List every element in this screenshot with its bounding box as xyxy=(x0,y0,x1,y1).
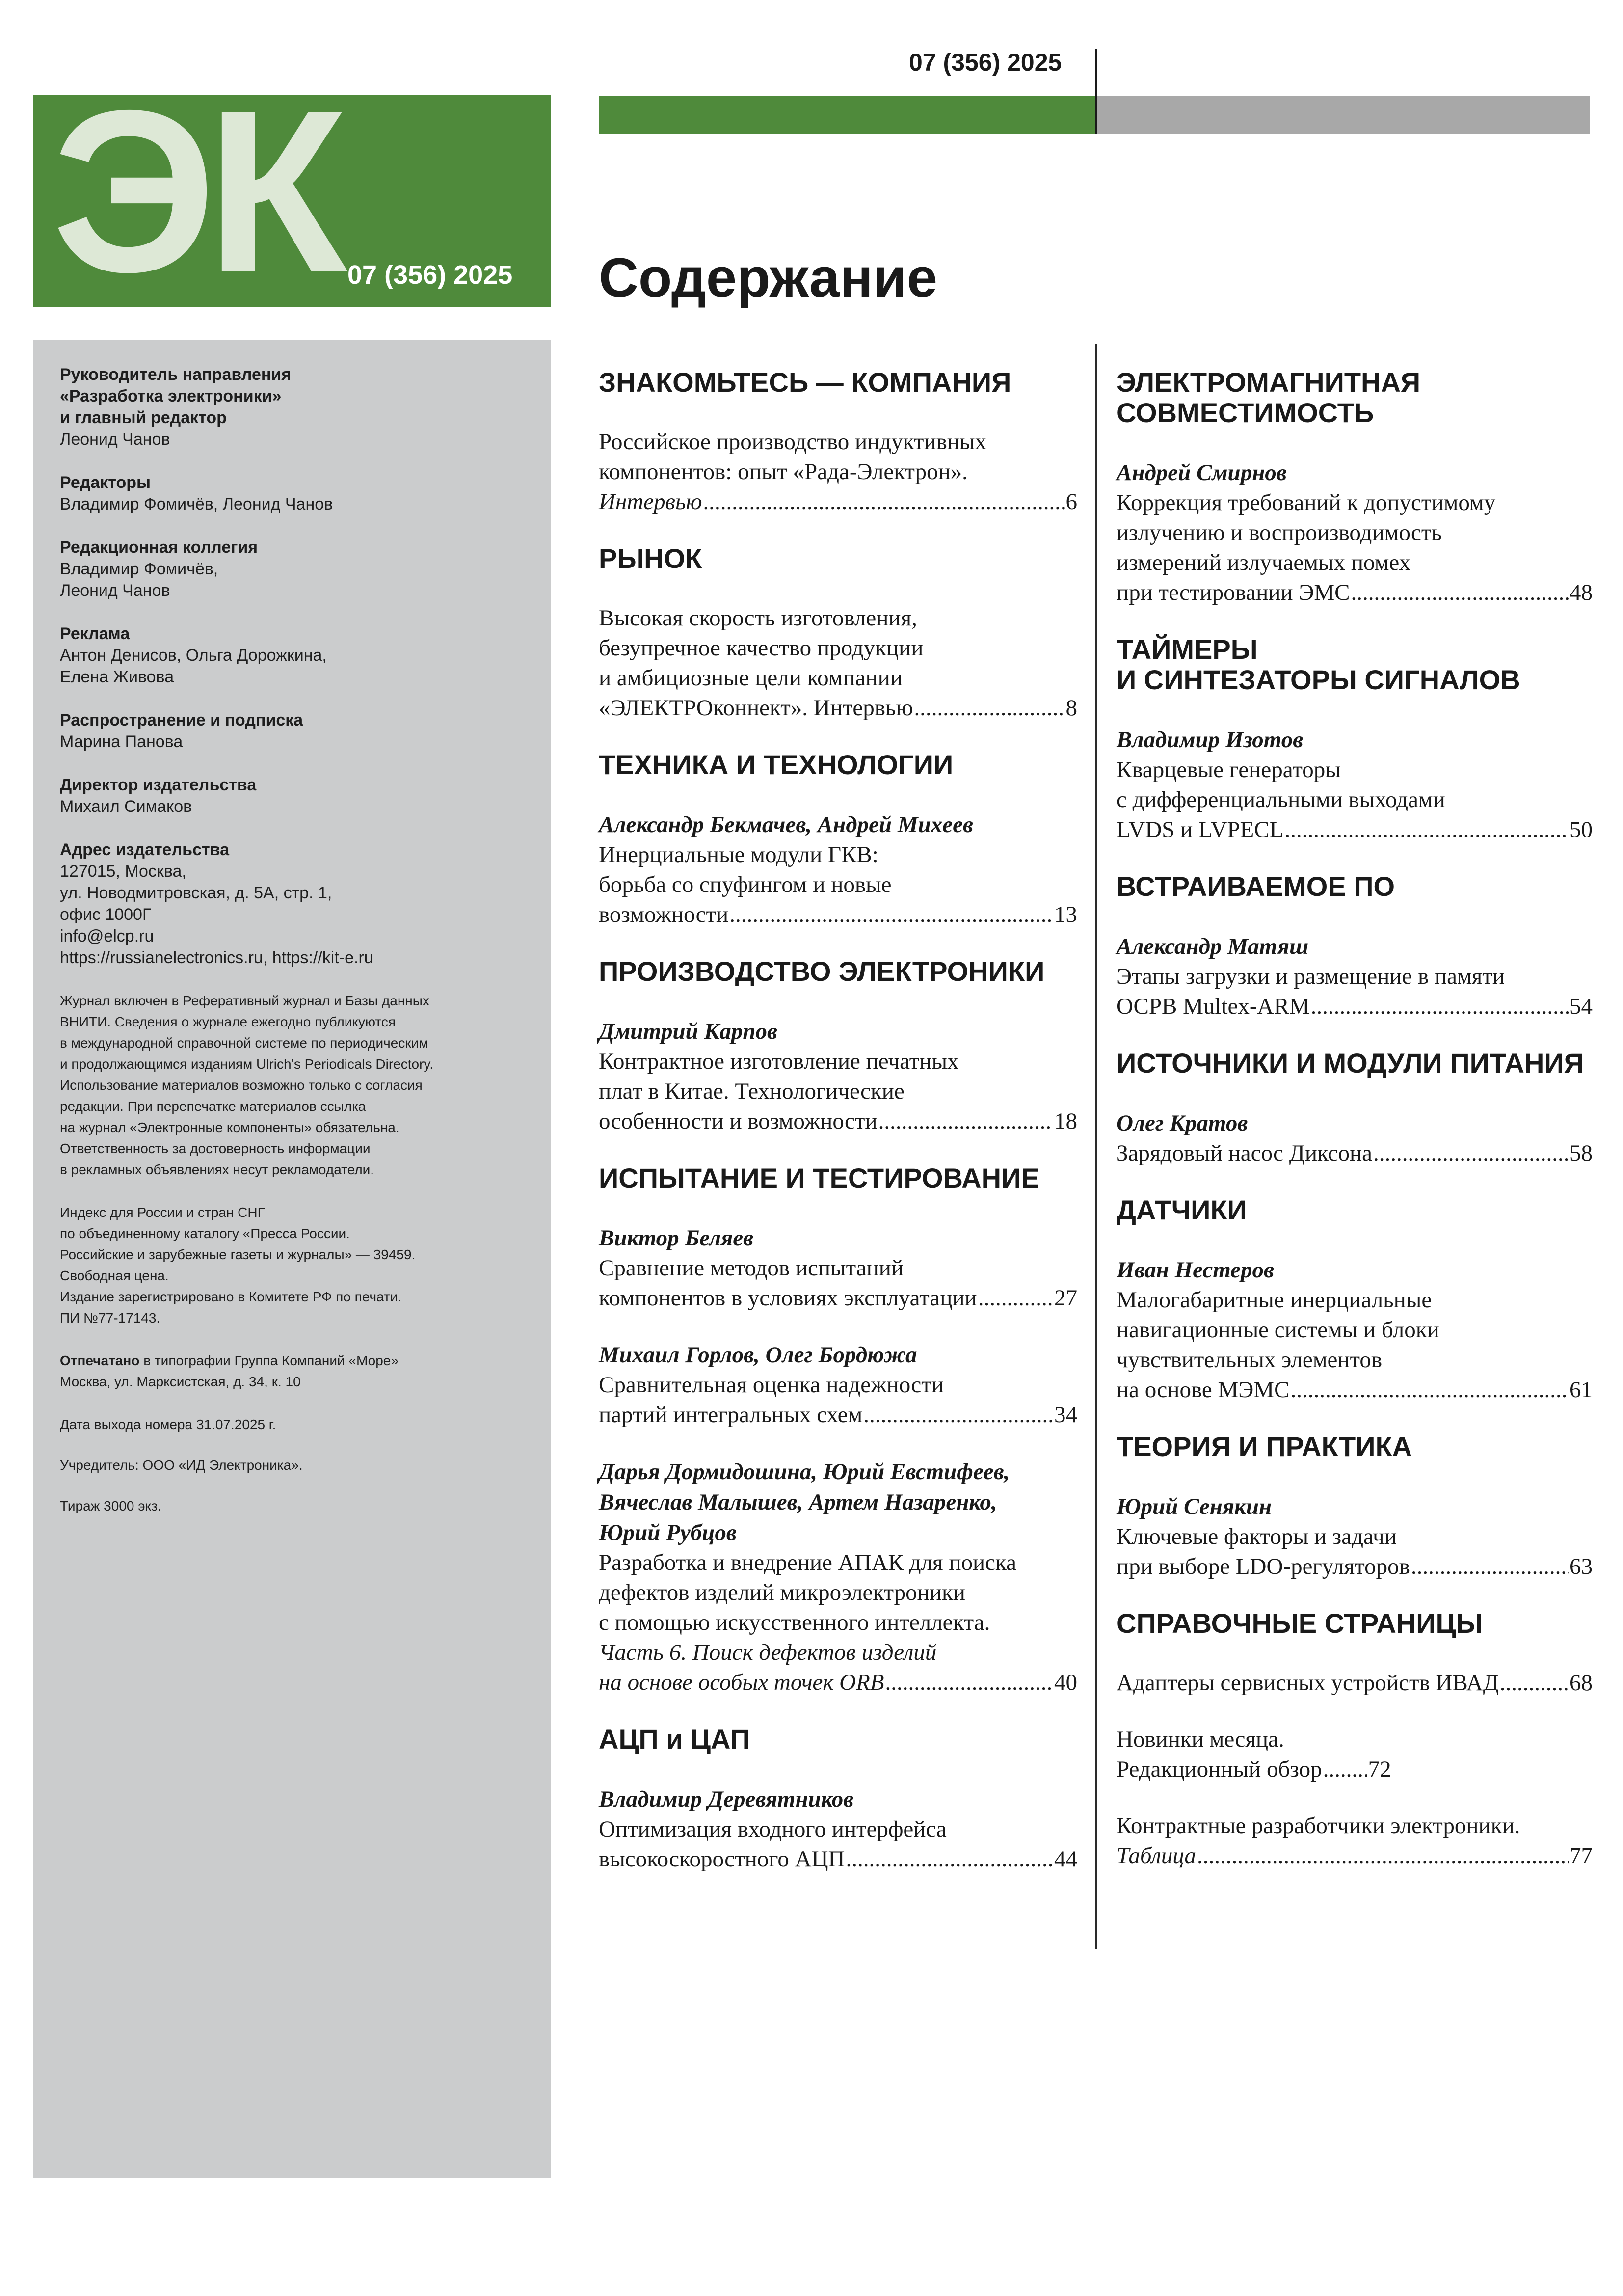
article-title-end: при выборе LDO-регуляторов xyxy=(1117,1554,1410,1579)
article-author: Юрий Сенякин xyxy=(1117,1494,1272,1519)
article-title-line: безупречное качество продукции xyxy=(599,635,924,661)
article-page-line xyxy=(1117,1552,1593,1582)
article-title-line: Сравнение методов испытаний xyxy=(599,1255,904,1281)
article-page-line xyxy=(599,900,1077,930)
dot-leader xyxy=(878,1107,1053,1136)
toc-entry[interactable] xyxy=(599,1457,1077,1698)
dot-leader xyxy=(978,1283,1053,1313)
article-title-end: партий интегральных схем xyxy=(599,1402,863,1428)
toc-section xyxy=(599,1724,1077,1874)
article-title-end: на основе особых точек ORB xyxy=(599,1670,884,1695)
release-date: Дата выхода номера 31.07.2025 г. xyxy=(60,1417,276,1432)
magazine-logo xyxy=(33,95,551,307)
section-title: СОВМЕСТИМОСТЬ xyxy=(1117,397,1374,428)
imprint-line: https://russianelectronics.ru, https://kit-e.ru xyxy=(60,948,373,967)
toc-entry[interactable] xyxy=(1117,725,1593,845)
article-title-line: Высокая скорость изготовления, xyxy=(599,605,917,631)
article-title-line: компонентов: опыт «Рада-Электрон». xyxy=(599,459,968,485)
section-title: РЫНОК xyxy=(599,543,702,574)
article-title-line: Сравнительная оценка надежности xyxy=(599,1372,944,1398)
article-title-line: Оптимизация входного интерфейса xyxy=(599,1816,947,1842)
section-gap xyxy=(599,574,1077,603)
section-gap xyxy=(1117,902,1593,931)
toc-section xyxy=(599,1163,1077,1698)
article-page-line xyxy=(599,1844,1077,1874)
article-author: Александр Бекмачев, Андрей Михеев xyxy=(599,812,973,837)
logo-mark: ЭК xyxy=(52,95,338,307)
article-page-line xyxy=(599,487,1077,517)
section-title: ВСТРАИВАЕМОЕ ПО xyxy=(1117,871,1395,902)
section-gap xyxy=(599,398,1077,427)
legal-notice-line: в международной справочной системе по периодическим xyxy=(60,1035,428,1051)
article-title-line: измерений излучаемых помех xyxy=(1117,550,1411,575)
toc-column-right xyxy=(1117,367,1593,1897)
article-title-end: на основе МЭМС xyxy=(1117,1377,1290,1403)
legal-notice-line: и продолжающимся изданиям Ulrich's Periodicals Directory. xyxy=(60,1056,434,1072)
imprint-block xyxy=(60,537,531,601)
article-page-line xyxy=(599,1283,1077,1313)
article-title-line: и амбициозные цели компании xyxy=(599,665,903,691)
article-author: Иван Нестеров xyxy=(1117,1257,1275,1283)
dot-leader xyxy=(1290,1375,1569,1405)
article-title-line: борьба со спуфингом и новые xyxy=(599,872,892,897)
toc-section xyxy=(599,543,1077,723)
imprint-block xyxy=(60,472,531,515)
imprint-line: Владимир Фомичёв, xyxy=(60,560,218,578)
article-author: Дмитрий Карпов xyxy=(599,1019,778,1044)
toc-entry[interactable] xyxy=(599,810,1077,930)
toc-section xyxy=(1117,367,1593,608)
imprint-line: Михаил Симаков xyxy=(60,797,192,816)
page-number: 18 xyxy=(1054,1108,1077,1134)
article-page-line xyxy=(1117,1755,1593,1784)
subscription-info xyxy=(60,1202,531,1328)
subscription-info-line: Индекс для России и стран СНГ xyxy=(60,1205,265,1220)
imprint-block xyxy=(60,839,531,969)
article-title-end: особенности и возможности xyxy=(599,1108,878,1134)
dot-leader xyxy=(1373,1138,1569,1168)
toc-entry[interactable] xyxy=(1117,1725,1593,1784)
section-gap xyxy=(1117,1225,1593,1255)
section-gap xyxy=(599,1193,1077,1223)
article-page-line xyxy=(1117,578,1593,608)
toc-entry[interactable] xyxy=(1117,1491,1593,1582)
dot-leader xyxy=(703,487,1065,517)
imprint xyxy=(60,364,531,1516)
article-page-line xyxy=(599,1107,1077,1136)
subscription-info-line: по объединенному каталогу «Пресса России. xyxy=(60,1226,350,1241)
printed-house: в типографии Группа Компаний «Море» xyxy=(139,1353,399,1368)
article-page-line xyxy=(599,693,1077,723)
article-title-line: Разработка и внедрение АПАК для поиска xyxy=(599,1550,1016,1575)
legal-notice-line: редакции. При перепечатке материалов ссылка xyxy=(60,1099,366,1114)
imprint-block xyxy=(60,709,531,753)
article-page-line xyxy=(599,1668,1077,1698)
header-gray-bar xyxy=(1096,96,1590,134)
dot-leader xyxy=(1323,1755,1367,1784)
toc-entry[interactable] xyxy=(1117,1108,1593,1168)
section-title: ДАТЧИКИ xyxy=(1117,1194,1247,1225)
toc-section xyxy=(599,956,1077,1136)
article-title-end: возможности xyxy=(599,902,729,927)
dot-leader xyxy=(729,900,1053,930)
article-title-end: LVDS и LVPECL xyxy=(1117,817,1284,842)
article-title-line: Этапы загрузки и размещение в памяти xyxy=(1117,964,1505,989)
article-title-end: высокоскоростного АЦП xyxy=(599,1846,845,1872)
page-number: 50 xyxy=(1570,817,1593,842)
imprint-line: Елена Живова xyxy=(60,668,174,686)
editorial-sidebar xyxy=(33,340,551,2178)
section-gap xyxy=(1117,1462,1593,1491)
article-title-end: Интервью xyxy=(599,489,702,514)
page-number: 48 xyxy=(1570,580,1593,605)
imprint-line: Владимир Фомичёв, Леонид Чанов xyxy=(60,495,333,513)
toc-entry[interactable] xyxy=(599,1340,1077,1430)
imprint-line: ул. Новодмитровская, д. 5А, стр. 1, xyxy=(60,884,332,902)
section-title: ИСТОЧНИКИ И МОДУЛИ ПИТАНИЯ xyxy=(1117,1048,1584,1079)
article-title-line: Кварцевые генераторы xyxy=(1117,757,1341,783)
founder: Учредитель: ООО «ИД Электроника». xyxy=(60,1458,303,1473)
imprint-line: Леонид Чанов xyxy=(60,430,170,449)
toc-section xyxy=(1117,871,1593,1022)
article-title-line: излучению и воспроизводимость xyxy=(1117,520,1442,545)
toc-column-left xyxy=(599,367,1077,1901)
printed-address: Москва, ул. Марксистская, д. 34, к. 10 xyxy=(60,1374,301,1389)
toc-entry[interactable] xyxy=(599,1784,1077,1874)
column-divider xyxy=(1095,344,1097,1949)
article-author: Владимир Деревятников xyxy=(599,1786,854,1812)
section-title: И СИНТЕЗАТОРЫ СИГНАЛОВ xyxy=(1117,664,1520,695)
header-divider xyxy=(1095,49,1097,134)
legal-notice-line: ВНИТИ. Сведения о журнале ежегодно публикуются xyxy=(60,1014,396,1029)
page-number: 40 xyxy=(1054,1670,1077,1695)
dot-leader xyxy=(1284,815,1569,845)
dot-leader xyxy=(1411,1552,1569,1582)
article-page-line xyxy=(599,1400,1077,1430)
article-title-line: Контрактные разработчики электроники. xyxy=(1117,1813,1520,1838)
page-number: 6 xyxy=(1065,489,1077,514)
imprint-heading: Адрес издательства xyxy=(60,840,229,859)
toc-section xyxy=(1117,1048,1593,1168)
header-green-bar xyxy=(599,96,1096,134)
article-page-line xyxy=(1117,1668,1593,1698)
article-title-line: Российское производство индуктивных xyxy=(599,429,987,455)
article-page-line xyxy=(1117,1138,1593,1168)
header-issue-number: 07 (356) 2025 xyxy=(909,49,1062,76)
section-title: ЭЛЕКТРОМАГНИТНАЯ xyxy=(1117,367,1421,398)
dot-leader xyxy=(846,1844,1053,1874)
printed-by xyxy=(60,1350,531,1371)
article-author: Владимир Изотов xyxy=(1117,727,1304,753)
subscription-info-line: Российские и зарубежные газеты и журналы» — 39459. xyxy=(60,1247,416,1262)
toc-entry[interactable] xyxy=(599,427,1077,517)
imprint-block xyxy=(60,774,531,817)
section-title: ЗНАКОМЬТЕСЬ — КОМПАНИЯ xyxy=(599,367,1011,398)
article-author: Олег Кратов xyxy=(1117,1110,1248,1136)
legal-notice xyxy=(60,990,531,1180)
article-title-end: ОСРВ Multex-ARM xyxy=(1117,994,1310,1019)
toc-entry[interactable] xyxy=(1117,458,1593,608)
article-author: Андрей Смирнов xyxy=(1117,460,1287,486)
toc-section xyxy=(599,750,1077,930)
page-number: 58 xyxy=(1570,1140,1593,1166)
legal-notice-line: Журнал включен в Реферативный журнал и Базы данных xyxy=(60,993,429,1008)
dot-leader xyxy=(914,693,1064,723)
page-number: 34 xyxy=(1054,1402,1077,1428)
page-number: 13 xyxy=(1054,902,1077,927)
article-title-end: компонентов в условиях эксплуатации xyxy=(599,1285,977,1311)
imprint-heading: Руководитель направления xyxy=(60,365,292,384)
article-title-end: Зарядовый насос Диксона xyxy=(1117,1140,1373,1166)
article-title-line: дефектов изделий микроэлектроники xyxy=(599,1580,965,1605)
article-title-line: Ключевые факторы и задачи xyxy=(1117,1524,1397,1549)
article-title-line: чувствительных элементов xyxy=(1117,1347,1383,1373)
imprint-line: Леонид Чанов xyxy=(60,581,170,600)
toc-entry[interactable] xyxy=(599,603,1077,723)
imprint-line: Марина Панова xyxy=(60,732,183,751)
imprint-heading: Директор издательства xyxy=(60,776,257,794)
toc-entry[interactable] xyxy=(599,1016,1077,1136)
toc-entry[interactable] xyxy=(599,1223,1077,1313)
page-number: 27 xyxy=(1054,1285,1077,1311)
article-title-end: «ЭЛЕКТРОконнект». Интервью xyxy=(599,695,913,721)
dot-leader xyxy=(1197,1841,1569,1871)
page-number: 77 xyxy=(1570,1843,1593,1868)
page-number: 61 xyxy=(1570,1377,1593,1403)
imprint-heading: Редакторы xyxy=(60,473,151,492)
toc-section xyxy=(599,367,1077,517)
dot-leader xyxy=(863,1400,1053,1430)
article-author: Вячеслав Малышев, Артем Назаренко, xyxy=(599,1489,997,1515)
article-title-line: Малогабаритные инерциальные xyxy=(1117,1287,1432,1313)
page-number: 54 xyxy=(1570,994,1593,1019)
subscription-info-line: Свободная цена. xyxy=(60,1268,169,1283)
section-gap xyxy=(1117,1079,1593,1108)
dot-leader xyxy=(885,1668,1053,1698)
imprint-line: 127015, Москва, xyxy=(60,862,186,881)
logo-issue-number: 07 (356) 2025 xyxy=(347,260,513,290)
imprint-heading: и главный редактор xyxy=(60,408,227,427)
imprint-line: офис 1000Г xyxy=(60,905,152,924)
imprint-line: info@elcp.ru xyxy=(60,927,154,945)
legal-notice-line: Использование материалов возможно только с согласия xyxy=(60,1078,423,1093)
article-author: Виктор Беляев xyxy=(599,1225,754,1251)
page-number: 44 xyxy=(1054,1846,1077,1872)
article-title-end: Адаптеры сервисных устройств ИВАД xyxy=(1117,1670,1499,1696)
article-page-line xyxy=(1117,1841,1593,1871)
toc-section xyxy=(1117,1432,1593,1582)
toc-entry[interactable] xyxy=(1117,1811,1593,1871)
article-page-line xyxy=(1117,815,1593,845)
section-title: ТЕХНИКА И ТЕХНОЛОГИИ xyxy=(599,749,954,780)
article-title-end: Таблица xyxy=(1117,1843,1196,1868)
section-gap xyxy=(1117,1639,1593,1668)
article-author: Михаил Горлов, Олег Бордюжа xyxy=(599,1342,917,1368)
article-title-line: с помощью искусственного интеллекта. xyxy=(599,1610,990,1635)
printing-info xyxy=(60,1350,531,1392)
legal-notice-line: Ответственность за достоверность информации xyxy=(60,1141,371,1156)
subscription-info-line: ПИ №77-17143. xyxy=(60,1310,160,1325)
section-title: ПРОИЗВОДСТВО ЭЛЕКТРОНИКИ xyxy=(599,956,1045,987)
article-subtitle-line: Часть 6. Поиск дефектов изделий xyxy=(599,1640,937,1665)
toc-entry[interactable] xyxy=(1117,931,1593,1022)
article-page-line xyxy=(1117,992,1593,1022)
legal-notice-line: на журнал «Электронные компоненты» обязательна. xyxy=(60,1120,399,1135)
article-title-line: Новинки месяца. xyxy=(1117,1727,1284,1752)
imprint-heading: Реклама xyxy=(60,624,130,643)
toc-section xyxy=(1117,634,1593,845)
section-gap xyxy=(1117,428,1593,458)
page-number: 68 xyxy=(1570,1670,1593,1696)
article-title-line: Коррекция требований к допустимому xyxy=(1117,490,1496,515)
page-number: 72 xyxy=(1368,1756,1391,1782)
article-title-line: Контрактное изготовление печатных xyxy=(599,1049,959,1074)
section-gap xyxy=(599,1755,1077,1784)
subscription-info-line: Издание зарегистрировано в Комитете РФ по печати. xyxy=(60,1289,402,1304)
imprint-block xyxy=(60,364,531,450)
article-title-end: при тестировании ЭМС xyxy=(1117,580,1350,605)
section-gap xyxy=(599,987,1077,1016)
printed-label: Отпечатано xyxy=(60,1353,140,1368)
article-title-line: Инерциальные модули ГКВ: xyxy=(599,842,878,867)
toc-entry[interactable] xyxy=(1117,1255,1593,1405)
imprint-heading: Редакционная коллегия xyxy=(60,538,258,557)
article-title-end: Редакционный обзор xyxy=(1117,1756,1322,1782)
article-author: Дарья Дормидошина, Юрий Евстифеев, xyxy=(599,1459,1010,1485)
legal-notice-line: в рекламных объявлениях несут рекламодатели. xyxy=(60,1162,374,1177)
toc-entry[interactable] xyxy=(1117,1668,1593,1698)
imprint-heading: Распространение и подписка xyxy=(60,711,303,729)
circulation: Тираж 3000 экз. xyxy=(60,1498,161,1513)
article-title-line: навигационные системы и блоки xyxy=(1117,1317,1439,1343)
section-gap xyxy=(599,780,1077,810)
article-title-line: с дифференциальными выходами xyxy=(1117,787,1445,812)
imprint-heading: «Разработка электроники» xyxy=(60,387,282,405)
dot-leader xyxy=(1311,992,1569,1022)
page-number: 8 xyxy=(1065,695,1077,721)
section-title: ИСПЫТАНИЕ И ТЕСТИРОВАНИЕ xyxy=(599,1162,1039,1193)
article-author: Александр Матяш xyxy=(1117,934,1309,959)
imprint-line: Антон Денисов, Ольга Дорожкина, xyxy=(60,646,327,665)
section-title: ТЕОРИЯ И ПРАКТИКА xyxy=(1117,1431,1412,1462)
toc-section xyxy=(1117,1608,1593,1871)
section-title: ТАЙМЕРЫ xyxy=(1117,634,1258,665)
page-number: 63 xyxy=(1570,1554,1593,1579)
section-gap xyxy=(1117,695,1593,725)
article-author: Юрий Рубцов xyxy=(599,1520,737,1545)
page-title: Содержание xyxy=(599,247,937,308)
article-page-line xyxy=(1117,1375,1593,1405)
dot-leader xyxy=(1500,1668,1569,1698)
section-title: АЦП и ЦАП xyxy=(599,1724,750,1755)
imprint-block xyxy=(60,623,531,688)
dot-leader xyxy=(1351,578,1569,608)
section-title: СПРАВОЧНЫЕ СТРАНИЦЫ xyxy=(1117,1608,1483,1639)
toc-section xyxy=(1117,1195,1593,1405)
article-title-line: плат в Китае. Технологические xyxy=(599,1079,905,1104)
